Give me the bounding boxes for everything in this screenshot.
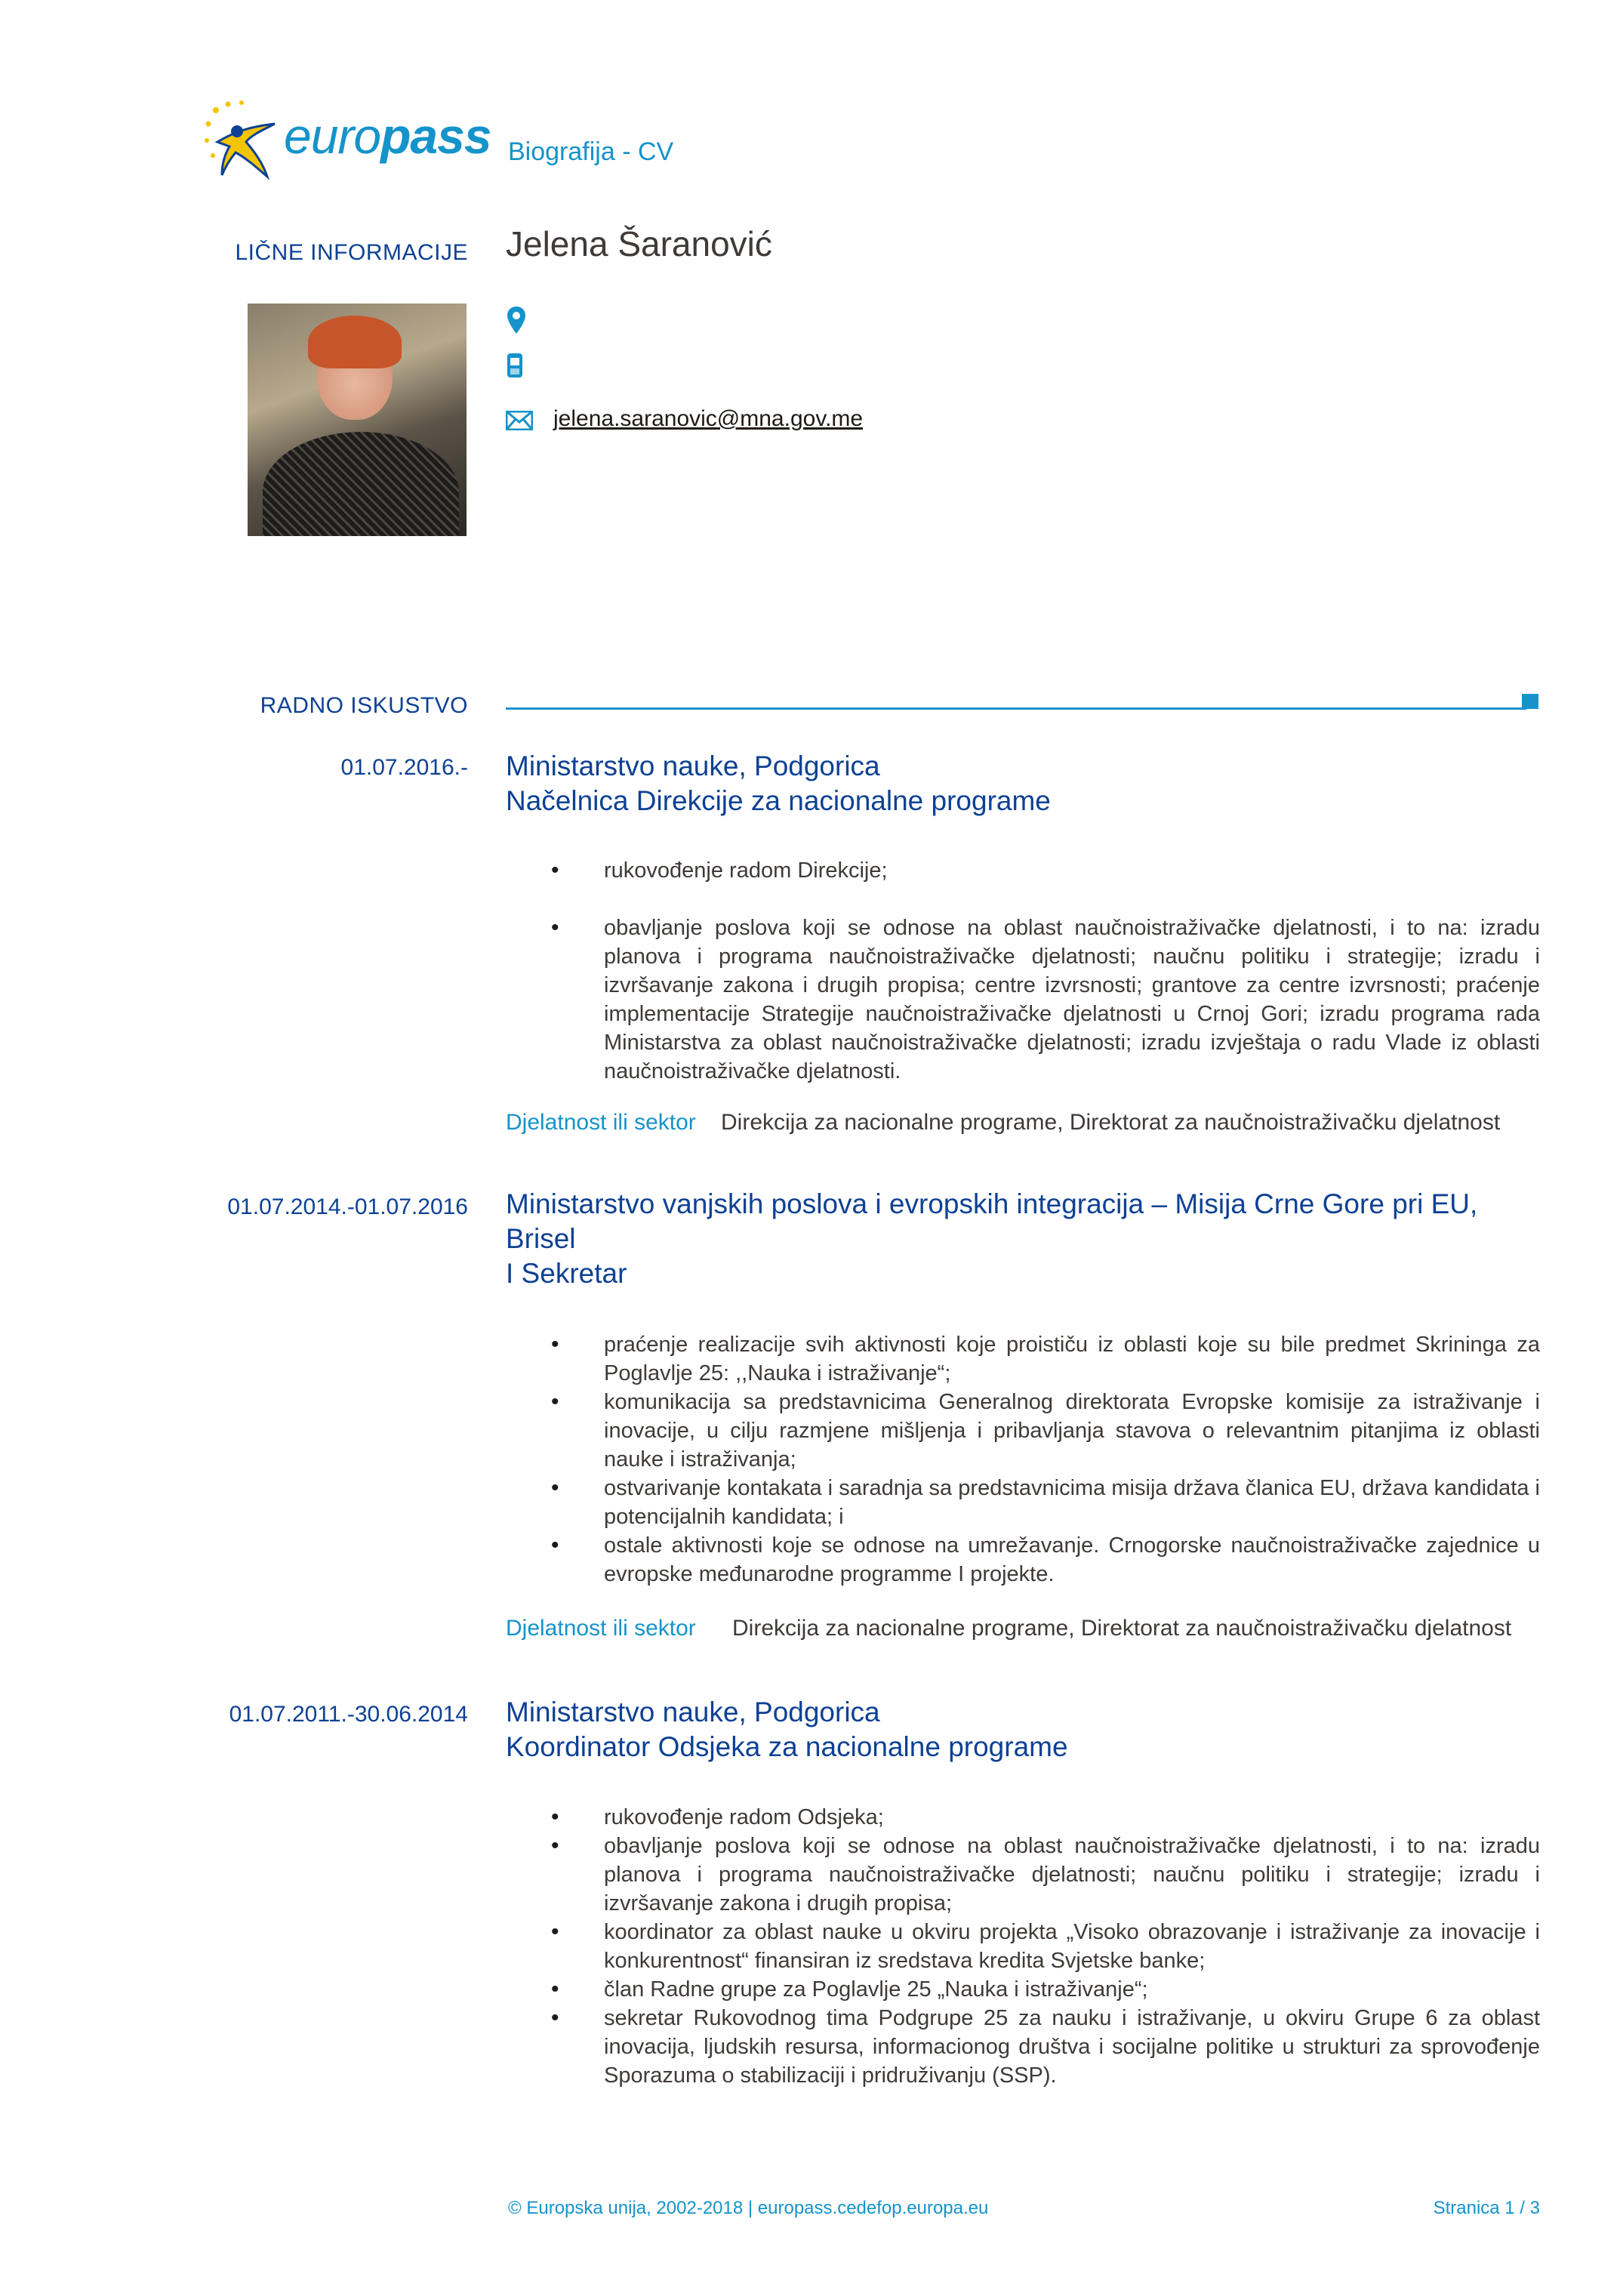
envelope-icon — [506, 411, 533, 430]
section-label-work: RADNO ISKUSTVO — [260, 693, 468, 718]
mobile-phone-icon — [506, 352, 524, 379]
sector-value: Direkcija za nacionalne programe, Direktorat za naučnoistraživačku djelatnost — [721, 1110, 1501, 1135]
section-label-personal: LIČNE INFORMACIJE — [235, 240, 468, 265]
location-pin-icon — [506, 305, 527, 335]
europass-star-figure-icon — [202, 97, 285, 187]
person-name: Jelena Šaranović — [506, 224, 772, 264]
document-type: Biografija - CV — [508, 137, 674, 166]
section-divider-marker — [1522, 694, 1538, 709]
page-number: Stranica 1 / 3 — [1433, 2198, 1540, 2218]
list-item: • obavljanje poslova koji se odnose na oblast naučnoistraživačke djelatnosti, i to na: izradu planova i programa naučnoistraživačke djelatnosti; naučnu politiku i strategije; izradu i izvršavanje zakona i drugih propisa; centre izvrsnosti; grantove za centre izvrsnosti; praćenje implementacije Strategije naučnoistraživačke djelatnosti u Crnoj Gori; izradu programa rada Ministarstva za oblast naučnoistraživačke djelatnosti; izradu izvještaja o radu Vlade iz oblasti naučnoistraživačke djelatnosti. — [551, 914, 1540, 1086]
europass-wordmark: europass — [284, 108, 491, 164]
job-role: Načelnica Direkcije za nacionalne programe — [506, 785, 1051, 816]
job-role: I Sekretar — [506, 1258, 627, 1289]
job-duties-list — [551, 1803, 1540, 2090]
europass-logo — [202, 97, 489, 187]
job-duties-list — [551, 856, 1540, 1086]
list-item: • član Radne grupe za Poglavlje 25 „Nauka i istraživanje“; — [551, 1975, 1540, 2004]
job-organization: Ministarstvo nauke, Podgorica — [506, 750, 880, 781]
list-item: • rukovođenje radom Direkcije; — [551, 856, 1540, 885]
section-divider — [506, 707, 1526, 710]
list-item: • rukovođenje radom Odsjeka; — [551, 1803, 1540, 1832]
list-item: • ostale aktivnosti koje se odnose na umrežavanje. Crnogorske naučnoistraživačke zajednice u evropske međunarodne programme I projekte. — [551, 1531, 1540, 1589]
sector-label: Djelatnost ili sektor — [506, 1110, 696, 1135]
job-organization: Ministarstvo nauke, Podgorica — [506, 1697, 880, 1727]
job-duties-list — [551, 1330, 1540, 1589]
list-item: • komunikacija sa predstavnicima Generalnog direktorata Evropske komisije za istraživanje i inovacije, u cilju razmjene mišljenja i pribavljanja stavova o relevantnim pitanjima iz oblasti nauke i istraživanja; — [551, 1388, 1540, 1474]
sector-label: Djelatnost ili sektor — [506, 1616, 696, 1641]
job-role: Koordinator Odsjeka za nacionalne programe — [506, 1731, 1068, 1762]
list-item: • obavljanje poslova koji se odnose na oblast naučnoistraživačke djelatnosti, i to na: izradu planova i programa naučnoistraživačke djelatnosti; naučnu politiku i strategije; izradu i izvršavanje zakona i drugih propisa; — [551, 1832, 1540, 1918]
job-date: 01.07.2014.-01.07.2016 — [227, 1194, 468, 1219]
list-item: • sekretar Rukovodnog tima Podgrupe 25 za nauku i istraživanje, u okviru Grupe 6 za oblast inovacija, ljudskih resursa, informacionog društva i socijalne politike u strukturi za sprovođenje Sporazuma o stabilizaciji i pridruživanju (SSP). — [551, 2004, 1540, 2090]
job-date: 01.07.2011.-30.06.2014 — [229, 1702, 468, 1727]
job-organization: Ministarstvo vanjskih poslova i evropskih integracija – Misija Crne Gore pri EU, Brisel — [506, 1188, 1478, 1254]
list-item: • praćenje realizacije svih aktivnosti koje proističu iz oblasti koje su bile predmet Skrininga za Poglavlje 25: ,,Nauka i istraživanje“; — [551, 1330, 1540, 1388]
profile-photo — [248, 304, 467, 536]
email-link[interactable]: jelena.saranovic@mna.gov.me — [553, 406, 864, 431]
job-date: 01.07.2016.- — [340, 755, 468, 780]
list-item: • ostvarivanje kontakata i saradnja sa predstavnicima misija država članica EU, država kandidata i potencijalnih kandidata; i — [551, 1474, 1540, 1531]
sector-value: Direkcija za nacionalne programe, Direktorat za naučnoistraživačku djelatnost — [732, 1616, 1512, 1641]
footer-copyright: © Europska unija, 2002-2018 | europass.cedefop.europa.eu — [508, 2198, 989, 2218]
list-item: • koordinator za oblast nauke u okviru projekta „Visoko obrazovanje i istraživanje za inovacije i konkurentnost“ finansiran iz sredstava kredita Svjetske banke; — [551, 1918, 1540, 1975]
